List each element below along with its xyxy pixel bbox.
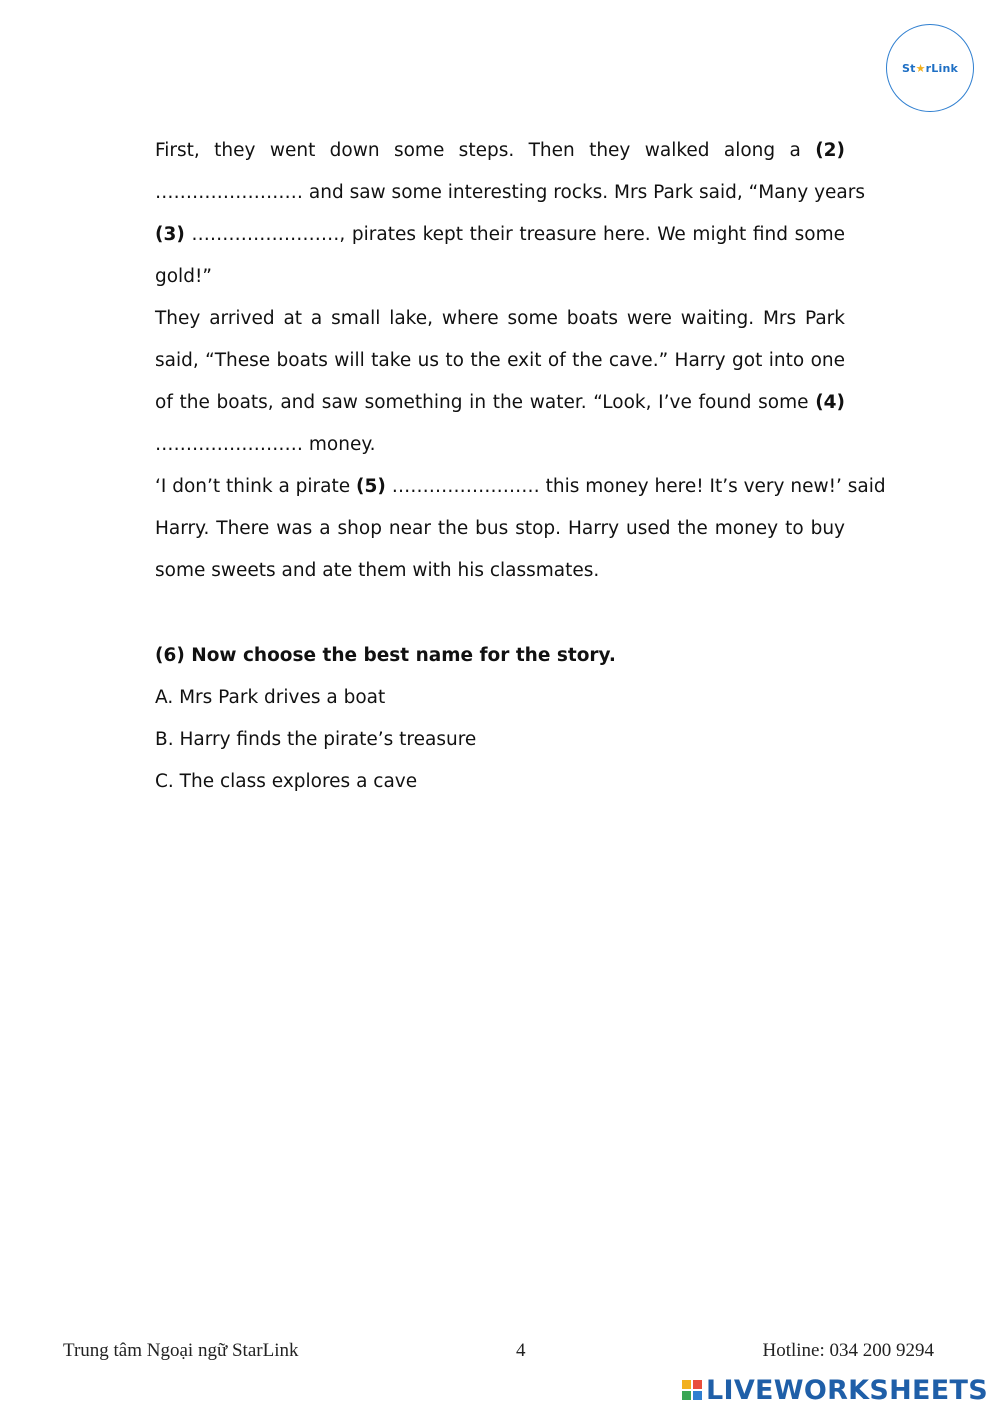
gap-number-2: (2)	[815, 140, 845, 161]
page-number: 4	[516, 1340, 526, 1361]
option-c[interactable]: C. The class explores a cave	[155, 771, 418, 792]
page-footer	[0, 1340, 1000, 1366]
gap-number-5: (5)	[356, 476, 386, 497]
logo-square	[693, 1380, 702, 1389]
story-line: of the boats, and saw something in the water. “Look, I’ve found some (4)	[155, 392, 845, 413]
logo-square	[682, 1391, 691, 1400]
story-line: They arrived at a small lake, where some boats were waiting. Mrs Park	[155, 308, 845, 329]
story-text	[155, 130, 886, 592]
story-line: ‘I don’t think a pirate (5) …………………… this money here! It’s very new!’ said	[155, 476, 886, 497]
story-line: …………………… and saw some interesting rocks. Mrs Park said, “Many years	[155, 182, 865, 203]
gap-number-3: (3)	[155, 224, 185, 245]
option-a[interactable]: A. Mrs Park drives a boat	[155, 687, 386, 708]
footer-center-name: Trung tâm Ngoại ngữ StarLink	[63, 1340, 299, 1361]
story-line: gold!”	[155, 266, 212, 287]
option-b[interactable]: B. Harry finds the pirate’s treasure	[155, 729, 477, 750]
liveworksheets-logo-icon	[682, 1380, 702, 1400]
story-line: …………………… money.	[155, 434, 376, 455]
logo-square	[682, 1380, 691, 1389]
story-line: some sweets and ate them with his classmates.	[155, 560, 600, 581]
story-line: (3) ……………………, pirates kept their treasure here. We might find some	[155, 224, 845, 245]
question-6	[155, 635, 845, 803]
footer-hotline: Hotline: 034 200 9294	[762, 1340, 934, 1361]
story-line: First, they went down some steps. Then they walked along a (2)	[155, 140, 845, 161]
gap-number-4: (4)	[815, 392, 845, 413]
story-line: said, “These boats will take us to the exit of the cave.” Harry got into one	[155, 350, 845, 371]
liveworksheets-watermark	[682, 1374, 988, 1406]
logo-square	[693, 1391, 702, 1400]
watermark-text: LIVEWORKSHEETS	[705, 1374, 988, 1406]
starlink-logo: St ★ rLink	[886, 24, 974, 112]
story-line: Harry. There was a shop near the bus stop. Harry used the money to buy	[155, 518, 845, 539]
star-icon: ★	[915, 61, 926, 75]
question-prompt: (6) Now choose the best name for the story.	[155, 645, 616, 666]
